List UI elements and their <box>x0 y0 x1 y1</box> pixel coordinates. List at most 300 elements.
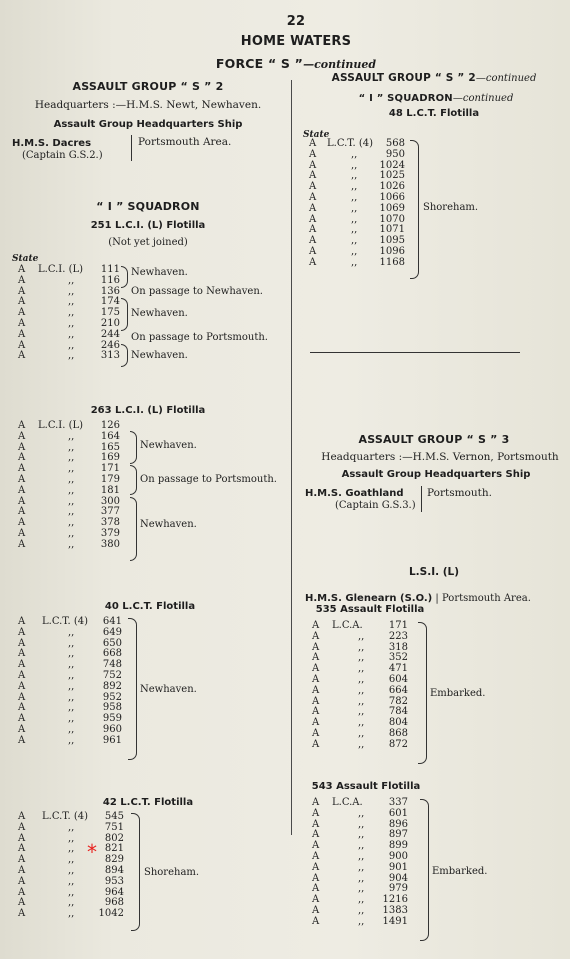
craft-number: 1071 <box>379 224 405 236</box>
ag3-ship-name: H.M.S. Goathland <box>305 488 404 499</box>
craft-number: 961 <box>102 734 122 746</box>
craft-type-ditto: ,, <box>68 691 75 703</box>
craft-row <box>18 909 130 920</box>
craft-state: A <box>18 637 26 649</box>
craft-number: 136 <box>100 285 120 297</box>
craft-type-ditto: ,, <box>358 818 365 830</box>
craft-number: 900 <box>388 850 408 862</box>
craft-state: A <box>312 738 320 750</box>
craft-state: A <box>18 285 26 297</box>
craft-row <box>312 863 422 874</box>
craft-number: 650 <box>102 637 122 649</box>
craft-type-ditto: ,, <box>68 908 75 920</box>
craft-type-ditto: ,, <box>358 641 365 653</box>
craft-number: 901 <box>388 861 408 873</box>
craft-number: 782 <box>388 695 408 707</box>
red-asterisk-marker: * <box>87 840 97 864</box>
craft-number: 829 <box>104 854 124 866</box>
craft-number: 664 <box>388 684 408 696</box>
craft-type-ditto: ,, <box>351 224 358 236</box>
craft-type-ditto: ,, <box>358 673 365 685</box>
flotilla-543-list <box>312 798 422 928</box>
craft-number: 378 <box>100 517 120 529</box>
craft-type-ditto: ,, <box>68 441 75 453</box>
craft-type-ditto: ,, <box>68 648 75 660</box>
location-text: Shoreham. <box>423 202 479 213</box>
craft-state: A <box>312 652 320 664</box>
craft-type-ditto: ,, <box>68 527 75 539</box>
craft-type-ditto: ,, <box>68 350 75 362</box>
craft-number: 352 <box>388 652 408 664</box>
craft-type-ditto: ,, <box>68 637 75 649</box>
craft-number: 116 <box>100 274 120 286</box>
craft-row <box>18 877 130 888</box>
craft-state: A <box>18 264 26 275</box>
craft-number: 1383 <box>382 904 408 916</box>
craft-state: A <box>18 463 26 475</box>
location-text: Newhaven. <box>131 308 188 319</box>
craft-state: A <box>309 245 317 257</box>
craft-state: A <box>18 832 26 844</box>
flotilla-48-title: 48 L.C.T. Flotilla <box>388 108 480 119</box>
craft-row <box>18 823 130 834</box>
craft-row <box>312 917 422 928</box>
craft-type-ditto: ,, <box>68 680 75 692</box>
craft-type-ditto: ,, <box>68 702 75 714</box>
flotilla-42-title: 42 L.C.T. Flotilla <box>102 797 194 808</box>
craft-state: A <box>312 695 320 707</box>
craft-number: 872 <box>388 738 408 750</box>
craft-number: 377 <box>100 506 120 518</box>
craft-state: A <box>18 659 26 671</box>
craft-number: 175 <box>100 307 120 319</box>
ag2-ship-captain: (Captain G.S.2.) <box>22 150 103 161</box>
craft-row <box>18 276 128 287</box>
state-label: State <box>12 254 39 264</box>
craft-row <box>18 432 130 443</box>
craft-state: A <box>18 517 26 529</box>
craft-number: 1026 <box>379 181 405 193</box>
craft-number: 111 <box>100 264 120 275</box>
ag2-hq-ship-title: Assault Group Headquarters Ship <box>53 119 243 130</box>
bracket <box>121 298 128 331</box>
craft-type: L.C.A. <box>332 620 363 631</box>
craft-type-ditto: ,, <box>68 484 75 496</box>
bracket <box>130 465 137 495</box>
ag3-ship-captain: (Captain G.S.3.) <box>335 500 416 511</box>
craft-state: A <box>312 673 320 685</box>
craft-number: 179 <box>100 473 120 485</box>
craft-number: 126 <box>100 420 120 431</box>
ag3-title: ASSAULT GROUP “ S ” 3 <box>358 433 510 446</box>
bracket <box>418 622 427 764</box>
craft-state: A <box>18 691 26 703</box>
craft-type-ditto: ,, <box>351 181 358 193</box>
craft-state: A <box>18 452 26 464</box>
craft-state: A <box>312 861 320 873</box>
ag2-headquarters: Headquarters :—H.M.S. Newt, Newhaven. <box>34 99 262 111</box>
craft-row <box>312 740 422 751</box>
craft-state: A <box>312 904 320 916</box>
craft-state: A <box>18 897 26 909</box>
craft-state: A <box>18 538 26 550</box>
ag2-title: ASSAULT GROUP “ S ” 2 <box>72 80 224 93</box>
craft-row <box>312 809 422 820</box>
craft-type-ditto: ,, <box>68 626 75 638</box>
craft-state: A <box>312 915 320 927</box>
craft-type-ditto: ,, <box>68 285 75 297</box>
craft-type-ditto: ,, <box>68 659 75 671</box>
craft-type-ditto: ,, <box>358 904 365 916</box>
craft-state: A <box>18 648 26 660</box>
glenearn-location: Portsmouth Area. <box>441 593 531 604</box>
ag2-continued-heading <box>332 66 537 85</box>
bracket <box>121 344 128 367</box>
craft-state: A <box>309 148 317 160</box>
craft-state: A <box>312 620 320 631</box>
craft-type-ditto: ,, <box>358 738 365 750</box>
i-squadron-heading: “ I ” SQUADRON <box>96 200 200 213</box>
craft-type-ditto: ,, <box>358 630 365 642</box>
location-text: Newhaven. <box>131 350 188 361</box>
craft-state: A <box>18 723 26 735</box>
craft-type-ditto: ,, <box>358 850 365 862</box>
craft-number: 821 <box>104 843 124 855</box>
craft-number: 1216 <box>382 894 408 906</box>
craft-type: L.C.I. (L) <box>38 264 84 275</box>
craft-state: A <box>312 818 320 830</box>
craft-type-ditto: ,, <box>68 317 75 329</box>
craft-state: A <box>18 484 26 496</box>
location-text: Newhaven. <box>140 519 197 530</box>
craft-number: 1096 <box>379 245 405 257</box>
craft-number: 784 <box>388 706 408 718</box>
craft-state: A <box>18 811 26 822</box>
flotilla-263-list <box>18 421 130 551</box>
craft-number: 1042 <box>98 908 124 920</box>
location-text: Newhaven. <box>140 440 197 451</box>
craft-state: A <box>309 159 317 171</box>
craft-state: A <box>309 138 317 149</box>
craft-type-ditto: ,, <box>68 875 75 887</box>
craft-number: 244 <box>100 328 120 340</box>
craft-number: 904 <box>388 872 408 884</box>
location-text: On passage to Portsmouth. <box>131 332 268 343</box>
craft-number: 171 <box>388 620 408 631</box>
ag2-ship-name: H.M.S. Dacres <box>12 138 92 149</box>
location-text: Shoreham. <box>144 867 200 878</box>
craft-state: A <box>18 864 26 876</box>
craft-row <box>18 628 130 639</box>
craft-type-ditto: ,, <box>68 307 75 319</box>
craft-type-ditto: ,, <box>358 861 365 873</box>
craft-state: A <box>18 527 26 539</box>
craft-state: A <box>18 441 26 453</box>
subtitle-main: FORCE “ S ” <box>215 56 304 71</box>
flotilla-48-list <box>309 139 409 269</box>
location-text: Newhaven. <box>131 267 188 278</box>
craft-type-ditto: ,, <box>68 854 75 866</box>
craft-state: A <box>18 680 26 692</box>
craft-row <box>18 540 130 551</box>
craft-type-ditto: ,, <box>68 473 75 485</box>
craft-number: 471 <box>388 663 408 675</box>
craft-type-ditto: ,, <box>68 495 75 507</box>
craft-type-ditto: ,, <box>68 296 75 308</box>
state-label: State <box>303 130 330 140</box>
craft-row <box>312 686 422 697</box>
craft-number: 950 <box>385 148 405 160</box>
craft-number: 802 <box>104 832 124 844</box>
craft-number: 1025 <box>379 170 405 182</box>
craft-type-ditto: ,, <box>68 452 75 464</box>
craft-type-ditto: ,, <box>358 894 365 906</box>
craft-type-ditto: ,, <box>68 723 75 735</box>
craft-number: 752 <box>102 669 122 681</box>
location-text: Embarked. <box>430 688 486 699</box>
craft-number: 181 <box>100 484 120 496</box>
craft-state: A <box>312 684 320 696</box>
craft-number: 601 <box>388 807 408 819</box>
craft-number: 897 <box>388 829 408 841</box>
craft-number: 545 <box>104 811 124 822</box>
craft-number: 313 <box>100 350 120 362</box>
flotilla-263-title: 263 L.C.I. (L) Flotilla <box>90 405 206 416</box>
craft-number: 960 <box>102 723 122 735</box>
craft-number: 337 <box>388 797 408 808</box>
craft-number: 1024 <box>379 159 405 171</box>
craft-number: 1168 <box>379 256 405 268</box>
craft-row <box>18 736 130 747</box>
flotilla-40-list <box>18 617 130 747</box>
ag2-ship-location: Portsmouth Area. <box>138 136 232 148</box>
glenearn-name: H.M.S. Glenearn (S.O.) <box>305 593 433 604</box>
bracket <box>130 497 137 561</box>
craft-type: L.C.A. <box>332 797 363 808</box>
bracket <box>128 618 137 760</box>
craft-state: A <box>18 843 26 855</box>
bracket <box>131 813 140 931</box>
craft-type: L.C.T. (4) <box>42 616 89 627</box>
craft-type-ditto: ,, <box>358 915 365 927</box>
craft-type-ditto: ,, <box>351 159 358 171</box>
craft-number: 952 <box>102 691 122 703</box>
craft-type: L.C.T. (4) <box>327 138 374 149</box>
craft-state: A <box>18 854 26 866</box>
craft-type-ditto: ,, <box>68 328 75 340</box>
craft-state: A <box>18 473 26 485</box>
craft-type-ditto: ,, <box>358 652 365 664</box>
craft-number: 641 <box>102 616 122 627</box>
flotilla-251-list <box>18 265 128 362</box>
craft-type-ditto: ,, <box>68 538 75 550</box>
craft-type-ditto: ,, <box>68 517 75 529</box>
craft-number: 300 <box>100 495 120 507</box>
craft-type-ditto: ,, <box>68 734 75 746</box>
craft-type-ditto: ,, <box>358 706 365 718</box>
ag2-ship-separator <box>131 135 132 161</box>
craft-type-ditto: ,, <box>68 821 75 833</box>
ag3-hq-ship-title: Assault Group Headquarters Ship <box>341 469 531 480</box>
craft-type-ditto: ,, <box>351 191 358 203</box>
section-rule <box>310 352 520 353</box>
craft-state: A <box>18 296 26 308</box>
craft-type-ditto: ,, <box>68 669 75 681</box>
craft-state: A <box>309 181 317 193</box>
craft-state: A <box>309 224 317 236</box>
location-text: Newhaven. <box>140 684 197 695</box>
craft-state: A <box>312 663 320 675</box>
ag2-continued-main: ASSAULT GROUP “ S ” 2 <box>331 72 476 84</box>
craft-state: A <box>312 840 320 852</box>
craft-number: 804 <box>388 717 408 729</box>
craft-number: 223 <box>388 630 408 642</box>
craft-type-ditto: ,, <box>351 256 358 268</box>
craft-state: A <box>18 669 26 681</box>
craft-number: 1066 <box>379 191 405 203</box>
craft-state: A <box>312 894 320 906</box>
ag2-continued-suffix: —continued <box>475 73 537 84</box>
craft-number: 1095 <box>379 235 405 247</box>
craft-number: 868 <box>388 727 408 739</box>
craft-state: A <box>309 213 317 225</box>
craft-number: 1070 <box>379 213 405 225</box>
craft-state: A <box>309 170 317 182</box>
craft-state: A <box>309 202 317 214</box>
craft-type-ditto: ,, <box>68 864 75 876</box>
bracket <box>121 266 128 288</box>
craft-state: A <box>18 495 26 507</box>
craft-state: A <box>312 883 320 895</box>
isq-continued-suffix: —continued <box>452 93 514 104</box>
craft-type-ditto: ,, <box>68 463 75 475</box>
craft-row <box>18 351 128 362</box>
craft-state: A <box>18 317 26 329</box>
craft-state: A <box>309 235 317 247</box>
craft-type: L.C.I. (L) <box>38 420 84 431</box>
bracket <box>410 140 419 279</box>
craft-row <box>18 330 128 341</box>
craft-type-ditto: ,, <box>358 663 365 675</box>
craft-number: 892 <box>102 680 122 692</box>
craft-state: A <box>312 850 320 862</box>
craft-state: A <box>312 727 320 739</box>
flotilla-535-list <box>312 621 422 751</box>
craft-number: 751 <box>104 821 124 833</box>
craft-state: A <box>18 875 26 887</box>
craft-type-ditto: ,, <box>358 829 365 841</box>
craft-number: 164 <box>100 430 120 442</box>
craft-type-ditto: ,, <box>68 506 75 518</box>
craft-row <box>309 204 409 215</box>
craft-type-ditto: ,, <box>358 883 365 895</box>
craft-row <box>309 150 409 161</box>
craft-type-ditto: ,, <box>358 684 365 696</box>
craft-state: A <box>18 616 26 627</box>
bracket <box>130 431 137 464</box>
flotilla-251-note: (Not yet joined) <box>108 237 188 248</box>
isq-continued-main: “ I ” SQUADRON <box>358 93 453 104</box>
craft-state: A <box>312 807 320 819</box>
location-text: Embarked. <box>432 866 488 877</box>
page-title: HOME WATERS <box>240 34 352 49</box>
craft-state: A <box>18 506 26 518</box>
craft-state: A <box>18 328 26 340</box>
craft-state: A <box>18 734 26 746</box>
flotilla-535-title: 535 Assault Flotilla <box>315 604 425 615</box>
craft-number: 958 <box>102 702 122 714</box>
craft-state: A <box>18 307 26 319</box>
bracket <box>420 799 429 941</box>
craft-type-ditto: ,, <box>351 148 358 160</box>
craft-type-ditto: ,, <box>358 807 365 819</box>
column-divider <box>291 80 292 835</box>
craft-state: A <box>309 191 317 203</box>
craft-number: 604 <box>388 673 408 685</box>
craft-type-ditto: ,, <box>358 840 365 852</box>
craft-type-ditto: ,, <box>358 695 365 707</box>
craft-type-ditto: ,, <box>351 245 358 257</box>
flotilla-40-title: 40 L.C.T. Flotilla <box>104 601 196 612</box>
craft-number: 210 <box>100 317 120 329</box>
craft-state: A <box>312 797 320 808</box>
craft-number: 379 <box>100 527 120 539</box>
craft-row <box>18 682 130 693</box>
craft-state: A <box>18 702 26 714</box>
flotilla-543-title: 543 Assault Flotilla <box>311 781 421 792</box>
craft-type-ditto: ,, <box>351 170 358 182</box>
craft-number: 1491 <box>382 915 408 927</box>
craft-type-ditto: ,, <box>68 430 75 442</box>
craft-type-ditto: ,, <box>68 832 75 844</box>
craft-state: A <box>18 339 26 351</box>
craft-number: 668 <box>102 648 122 660</box>
page-number: 22 <box>286 14 306 29</box>
craft-number: 174 <box>100 296 120 308</box>
craft-type-ditto: ,, <box>68 274 75 286</box>
craft-number: 896 <box>388 818 408 830</box>
lsi-title: L.S.I. (L) <box>408 566 460 578</box>
craft-state: A <box>18 430 26 442</box>
craft-number: 968 <box>104 897 124 909</box>
craft-state: A <box>312 630 320 642</box>
craft-type-ditto: ,, <box>68 886 75 898</box>
craft-state: A <box>18 886 26 898</box>
craft-row <box>18 486 130 497</box>
craft-state: A <box>18 821 26 833</box>
craft-number: 171 <box>100 463 120 475</box>
craft-state: A <box>312 717 320 729</box>
craft-state: A <box>18 350 26 362</box>
glenearn-line: H.M.S. Glenearn (S.O.) | Portsmouth Area. <box>305 593 531 604</box>
flotilla-42-list <box>18 812 130 920</box>
craft-type-ditto: ,, <box>68 339 75 351</box>
craft-type-ditto: ,, <box>351 235 358 247</box>
craft-number: 380 <box>100 538 120 550</box>
craft-state: A <box>312 829 320 841</box>
craft-state: A <box>18 274 26 286</box>
craft-number: 894 <box>104 864 124 876</box>
craft-state: A <box>18 908 26 920</box>
ag3-ship-location: Portsmouth. <box>427 487 492 499</box>
flotilla-251-title: 251 L.C.I. (L) Flotilla <box>90 220 206 231</box>
craft-type: L.C.T. (4) <box>42 811 89 822</box>
craft-state: A <box>312 706 320 718</box>
craft-number: 899 <box>388 840 408 852</box>
craft-number: 964 <box>104 886 124 898</box>
craft-type-ditto: ,, <box>351 213 358 225</box>
craft-type-ditto: ,, <box>358 872 365 884</box>
